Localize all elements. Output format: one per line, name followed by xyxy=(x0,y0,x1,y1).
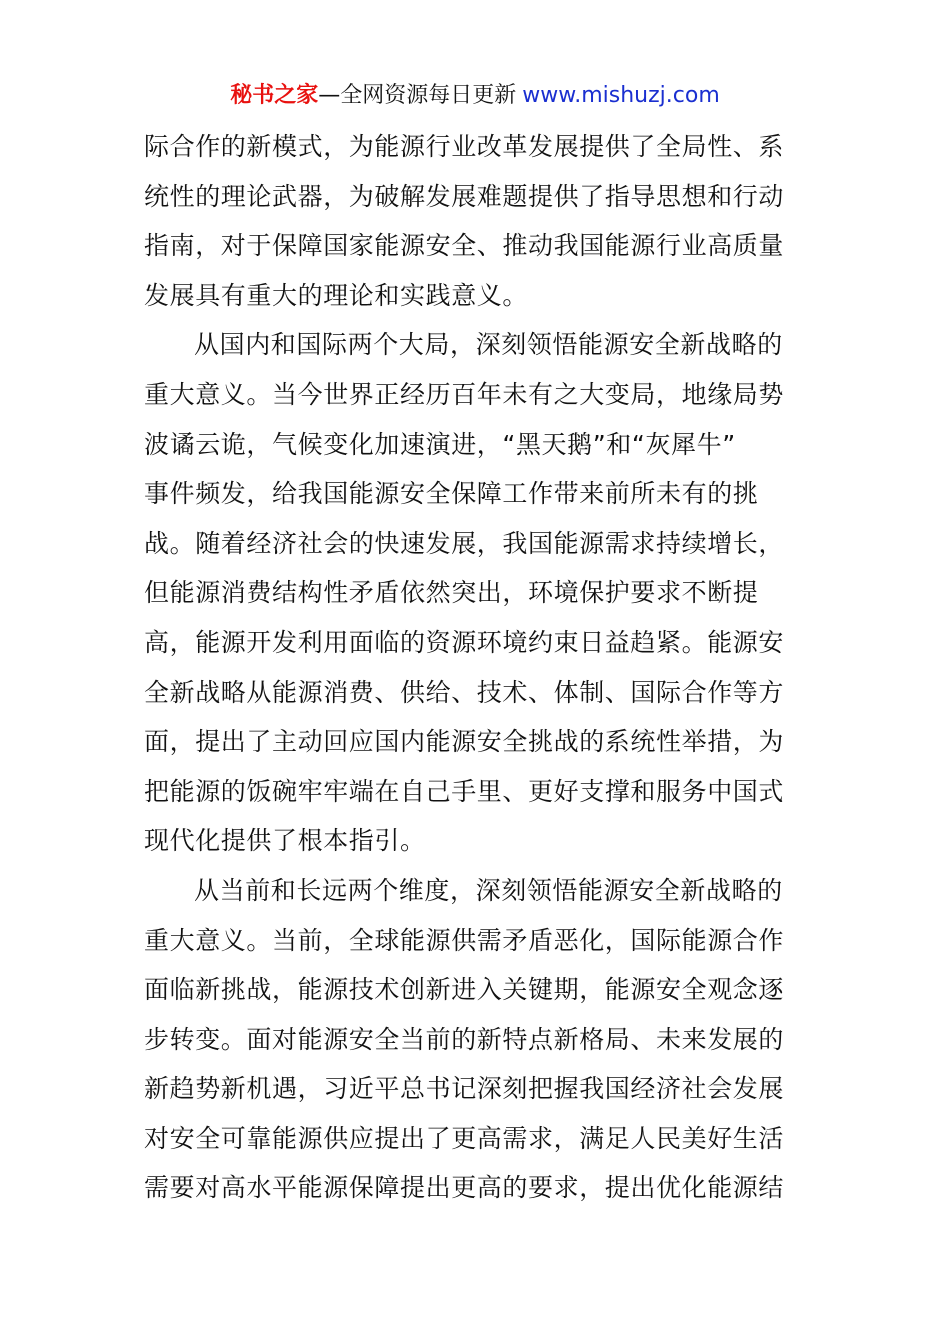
text-line: 需要对高水平能源保障提出更高的要求，提出优化能源结 xyxy=(144,1173,785,1203)
text-line: 重大意义。当前，全球能源供需矛盾恶化，国际能源合作 xyxy=(144,925,785,955)
text-line: 从国内和国际两个大局，深刻领悟能源安全新战略的 xyxy=(194,330,783,360)
text-line: 统性的理论武器，为破解发展难题提供了指导思想和行动 xyxy=(144,181,785,211)
text-line: 波谲云诡，气候变化加速演进，“黑天鹅”和“灰犀牛” xyxy=(144,429,736,459)
text-line: 发展具有重大的理论和实践意义。 xyxy=(144,280,529,310)
page-header xyxy=(0,80,950,112)
text-line: 面，提出了主动回应国内能源安全挑战的系统性举措，为 xyxy=(144,727,785,757)
paragraph-1 xyxy=(144,122,808,320)
text-line: 新趋势新机遇，习近平总书记深刻把握我国经济社会发展 xyxy=(144,1074,785,1104)
text-line: 全新战略从能源消费、供给、技术、体制、国际合作等方 xyxy=(144,677,785,707)
header-brand: 秘书之家 xyxy=(230,83,319,108)
text-line: 战。随着经济社会的快速发展，我国能源需求持续增长， xyxy=(144,528,785,558)
text-line: 高，能源开发利用面临的资源环境约束日益趋紧。能源安 xyxy=(144,627,785,657)
text-line: 对安全可靠能源供应提出了更高需求，满足人民美好生活 xyxy=(144,1123,785,1153)
text-line: 但能源消费结构性矛盾依然突出，环境保护要求不断提 xyxy=(144,578,759,608)
paragraph-2 xyxy=(144,320,808,866)
text-line: 现代化提供了根本指引。 xyxy=(144,826,426,856)
text-line: 把能源的饭碗牢牢端在自己手里、更好支撑和服务中国式 xyxy=(144,776,785,806)
text-line: 指南，对于保障国家能源安全、推动我国能源行业高质量 xyxy=(144,231,785,261)
text-line: 重大意义。当今世界正经历百年未有之大变局，地缘局势 xyxy=(144,379,785,409)
text-line: 际合作的新模式，为能源行业改革发展提供了全局性、系 xyxy=(144,132,785,161)
text-line: 事件频发，给我国能源安全保障工作带来前所未有的挑 xyxy=(144,479,759,509)
text-line: 从当前和长远两个维度，深刻领悟能源安全新战略的 xyxy=(194,875,783,905)
document-body xyxy=(144,122,808,1213)
paragraph-3 xyxy=(144,866,808,1213)
text-line: 步转变。面对能源安全当前的新特点新格局、未来发展的 xyxy=(144,1024,785,1054)
header-url-link[interactable]: www.mishuzj.com xyxy=(522,83,720,108)
header-tagline: —全网资源每日更新 xyxy=(318,83,517,108)
text-line: 面临新挑战，能源技术创新进入关键期，能源安全观念逐 xyxy=(144,975,785,1005)
